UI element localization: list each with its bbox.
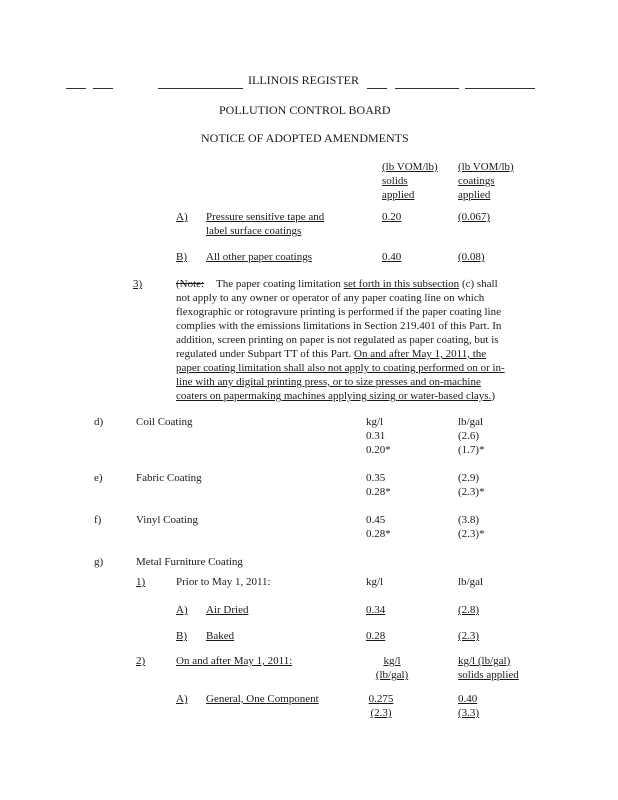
metal-s2-a-v2-lb: (3.3) [458, 707, 480, 719]
paper-row-b-v1: 0.40 [382, 251, 402, 263]
note-added-text: set forth in this subsection [343, 278, 460, 290]
coil-r1-v2: (2.6) [458, 430, 480, 442]
vinyl-r1-v1: 0.45 [366, 514, 386, 526]
note-line [216, 278, 498, 291]
paper-col2-header-line3: applied [458, 189, 491, 201]
paper-row-a-v1: 0.20 [382, 211, 402, 223]
note-text: The paper coating limitation [216, 278, 344, 290]
coil-r2-v2: (1.7)* [458, 444, 485, 456]
fabric-letter: e) [94, 472, 103, 484]
paper-col1-header-line2: solids [382, 175, 408, 187]
paper-row-b-v2: (0.08) [458, 251, 485, 263]
note-added-text: On and after May 1, 2011, the [354, 348, 487, 360]
paper-row-a-label-line2: label surface coatings [206, 225, 302, 237]
paper-row-b-marker: B) [176, 251, 187, 263]
coil-letter: d) [94, 416, 104, 428]
metal-s2-number: 2) [136, 655, 146, 667]
paper-row-a-label-line1: Pressure sensitive tape and [206, 211, 325, 223]
note-line [176, 390, 495, 403]
metal-s2-unit-kg: kg/l [383, 655, 401, 667]
metal-s2-unit-solids-line1: kg/l (lb/gal) [458, 655, 511, 667]
metal-s1-a-label: Air Dried [206, 604, 249, 616]
metal-s1-a-v1: 0.34 [366, 604, 386, 616]
note-line [176, 292, 484, 305]
coil-unit-lb: lb/gal [458, 416, 484, 428]
note-text: addition, screen printing on paper is not regulated as paper coating, but is [176, 334, 499, 346]
metal-s1-number: 1) [136, 576, 146, 588]
note-text: complies with the emissions limitations in Section 219.401 of this Part. In [176, 320, 502, 332]
note-line [176, 306, 501, 319]
note-text: not apply to any owner or operator of any paper coating line on which [176, 292, 485, 304]
fabric-r1-v2: (2.9) [458, 472, 480, 484]
coil-label: Coil Coating [136, 416, 193, 428]
paper-col1-header-line3: applied [382, 189, 415, 201]
metal-s1-a-v2: (2.8) [458, 604, 480, 616]
vinyl-r2-v1: 0.28* [366, 528, 391, 540]
metal-s2-label: On and after May 1, 2011: [176, 655, 293, 667]
header-rule-right-3 [465, 88, 535, 89]
paper-col2-header-line2: coatings [458, 175, 495, 187]
metal-s2-a-marker: A) [176, 693, 188, 705]
header-rule-left-2 [93, 88, 113, 89]
fabric-r2-v2: (2.3)* [458, 486, 485, 498]
metal-s1-label: Prior to May 1, 2011: [176, 576, 271, 588]
vinyl-r2-v2: (2.3)* [458, 528, 485, 540]
note-text: ) [491, 390, 495, 402]
metal-s2-a-v2-kg: 0.40 [458, 693, 478, 705]
metal-s1-b-v2: (2.3) [458, 630, 480, 642]
note-line [176, 348, 486, 361]
note-line [176, 376, 481, 389]
metal-letter: g) [94, 556, 104, 568]
metal-s2-unit-solids-line2: solids applied [458, 669, 519, 681]
header-rule-left-3 [158, 88, 243, 89]
metal-s1-b-marker: B) [176, 630, 187, 642]
note-line [176, 362, 505, 375]
board-title: POLLUTION CONTROL BOARD [219, 103, 391, 117]
fabric-r2-v1: 0.28* [366, 486, 391, 498]
notice-title: NOTICE OF ADOPTED AMENDMENTS [201, 131, 409, 145]
vinyl-letter: f) [94, 514, 102, 526]
header-rule-left-1 [66, 88, 86, 89]
metal-s2-a-v1-kg: 0.275 [368, 693, 394, 705]
note-struck-prefix: (Note: [176, 278, 205, 290]
note-added-text: paper coating limitation shall also not apply to coating performed on or in- [176, 362, 505, 374]
coil-unit-kg: kg/l [366, 416, 384, 428]
metal-s2-a-v1-lb: (2.3) [370, 707, 392, 719]
note-number: 3) [133, 278, 143, 290]
note-line [176, 320, 501, 333]
header-rule-right-1 [367, 88, 387, 89]
metal-label: Metal Furniture Coating [136, 556, 243, 568]
note-line [176, 334, 499, 347]
metal-s1-a-marker: A) [176, 604, 188, 616]
metal-s2-unit-lb: (lb/gal) [375, 669, 409, 681]
fabric-label: Fabric Coating [136, 472, 202, 484]
header-rule-right-2 [395, 88, 459, 89]
paper-col1-header-line1: (lb VOM/lb) [382, 161, 438, 173]
note-text: regulated under Subpart TT of this Part. [176, 348, 355, 360]
fabric-r1-v1: 0.35 [366, 472, 386, 484]
paper-row-a-marker: A) [176, 211, 188, 223]
paper-col2-header-line1: (lb VOM/lb) [458, 161, 514, 173]
note-added-text: coaters on papermaking machines applying sizing or water-based clays. [176, 390, 492, 402]
note-added-text: line with any digital printing press, or to size presses and on-machine [176, 376, 481, 388]
metal-s2-a-label: General, One Component [206, 693, 319, 705]
paper-row-a-v2: (0.067) [458, 211, 491, 223]
coil-r1-v1: 0.31 [366, 430, 386, 442]
register-title: ILLINOIS REGISTER [248, 73, 359, 87]
note-text: (c) shall [459, 278, 498, 290]
metal-s1-unit-lb: lb/gal [458, 576, 484, 588]
paper-row-b-label: All other paper coatings [206, 251, 312, 263]
coil-r2-v1: 0.20* [366, 444, 391, 456]
metal-s1-unit-kg: kg/l [366, 576, 384, 588]
note-text: flexographic or rotogravure printing is performed if the paper coating line [176, 306, 501, 318]
metal-s1-b-v1: 0.28 [366, 630, 386, 642]
vinyl-label: Vinyl Coating [136, 514, 198, 526]
vinyl-r1-v2: (3.8) [458, 514, 480, 526]
metal-s1-b-label: Baked [206, 630, 235, 642]
